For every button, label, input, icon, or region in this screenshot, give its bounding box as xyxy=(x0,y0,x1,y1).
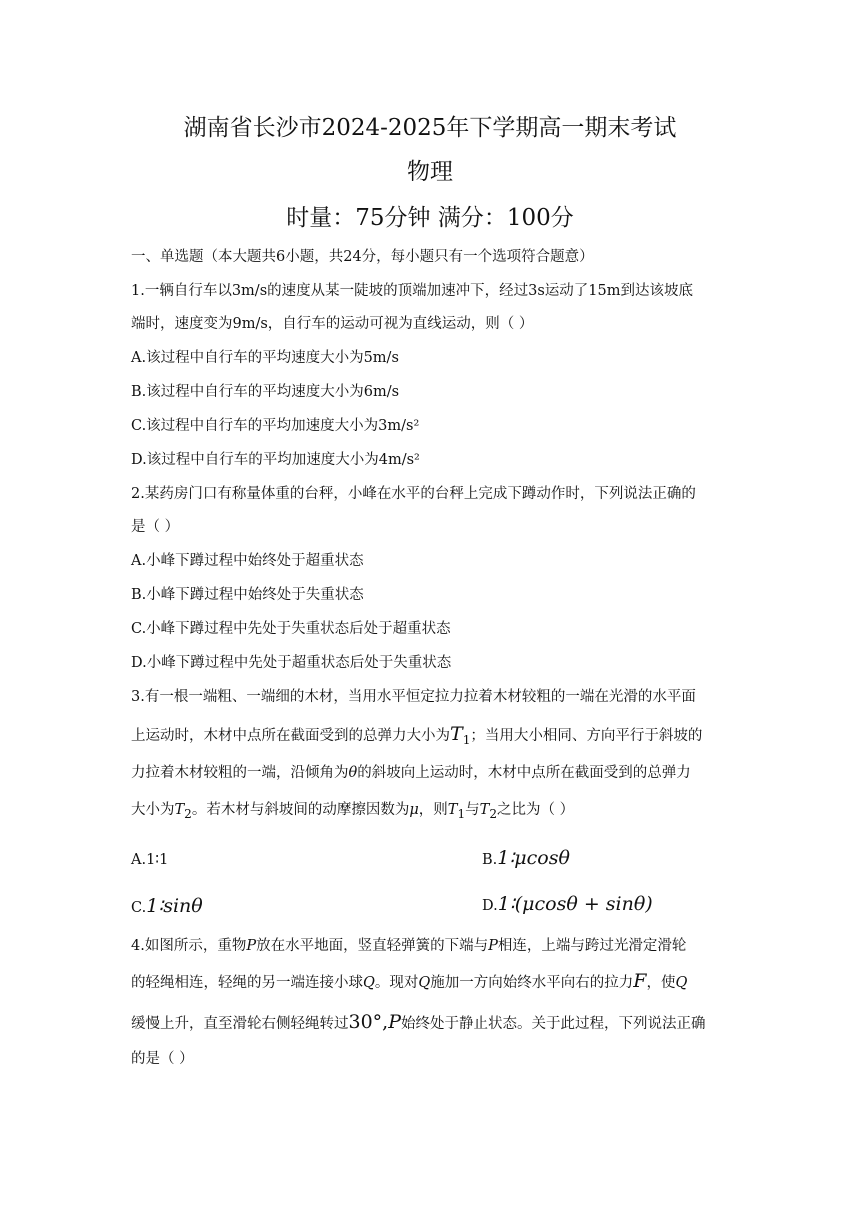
q2-option-b: B.小峰下蹲过程中始终处于失重状态 xyxy=(131,587,364,603)
q3-stem-line3: 力拉着木材较粗的一端，沿倾角为θ的斜坡向上运动时，木材中点所在截面受到的总弹力 xyxy=(131,765,691,781)
exam-time-info: 时量：75分钟 满分：100分 xyxy=(286,205,574,231)
q3-stem-line4: 大小为$T_2$。若木材与斜坡间的动摩擦因数为μ，则$T_1$与$T_2$之比为（ ） xyxy=(131,802,575,821)
angle-30-degrees: 30°, xyxy=(348,1011,389,1033)
q1-option-b: B.该过程中自行车的平均速度大小为6m/s xyxy=(131,384,400,400)
symbol-theta: θ xyxy=(348,765,358,781)
q1-option-a: A.该过程中自行车的平均速度大小为5m/s xyxy=(131,350,399,366)
q4-stem-line4: 的是（ ） xyxy=(131,1051,194,1067)
q4-stem-line1: 4.如图所示，重物P放在水平地面，竖直轻弹簧的下端与P相连，上端与跨过光滑定滑轮 xyxy=(131,938,687,954)
q3-stem-line1: 3.有一根一端粗、一端细的木材，当用水平恒定拉力拉着木材较粗的一端在光滑的水平面 xyxy=(131,689,696,705)
symbol-T: T xyxy=(450,723,463,745)
q2-stem-line2: 是（ ） xyxy=(131,519,180,535)
symbol-P: P xyxy=(246,938,257,954)
q3-stem-line2: 上运动时，木材中点所在截面受到的总弹力大小为$T_1$；当用大小相同、方向平行于斜坡的 xyxy=(131,723,703,747)
q2-option-a: A.小峰下蹲过程中始终处于超重状态 xyxy=(131,553,364,569)
exam-title: 湖南省长沙市2024-2025年下学期高一期末考试 xyxy=(183,115,677,141)
q4-stem-line2: 的轻绳相连，轻绳的另一端连接小球Q。现对Q施加一方向始终水平向右的拉力F，使Q xyxy=(131,970,688,992)
q3-option-b: B.1∶μcosθ xyxy=(482,847,570,869)
q1-stem-line1: 1.一辆自行车以3m/s的速度从某一陡坡的顶端加速冲下，经过3s运动了15m到达该坡底 xyxy=(131,283,693,299)
q2-option-c: C.小峰下蹲过程中先处于失重状态后处于超重状态 xyxy=(131,621,451,637)
q3-option-d: D.1∶(μcosθ + sinθ) xyxy=(482,893,653,915)
q1-option-d: D.该过程中自行车的平均加速度大小为4m/s² xyxy=(131,452,420,468)
q4-stem-line3: 缓慢上升，直至滑轮右侧轻绳转过30°,P始终处于静止状态。关于此过程，下列说法正确 xyxy=(131,1011,706,1033)
q3-option-a: A.1∶1 xyxy=(131,852,169,868)
symbol-mu: μ xyxy=(409,802,419,818)
section-heading: 一、单选题（本大题共6小题，共24分，每小题只有一个选项符合题意） xyxy=(131,249,594,265)
q2-stem-line1: 2.某药房门口有称量体重的台秤，小峰在水平的台秤上完成下蹲动作时，下列说法正确的 xyxy=(131,486,696,502)
q1-option-c: C.该过程中自行车的平均加速度大小为3m/s² xyxy=(131,418,420,434)
exam-subject: 物理 xyxy=(407,159,453,185)
q3-option-c: C.1∶sinθ xyxy=(131,895,203,917)
symbol-Q: Q xyxy=(363,975,375,991)
q1-stem-line2: 端时，速度变为9m/s，自行车的运动可视为直线运动，则（ ） xyxy=(131,316,534,332)
symbol-F: F xyxy=(633,970,647,992)
q2-option-d: D.小峰下蹲过程中先处于超重状态后处于失重状态 xyxy=(131,655,452,671)
